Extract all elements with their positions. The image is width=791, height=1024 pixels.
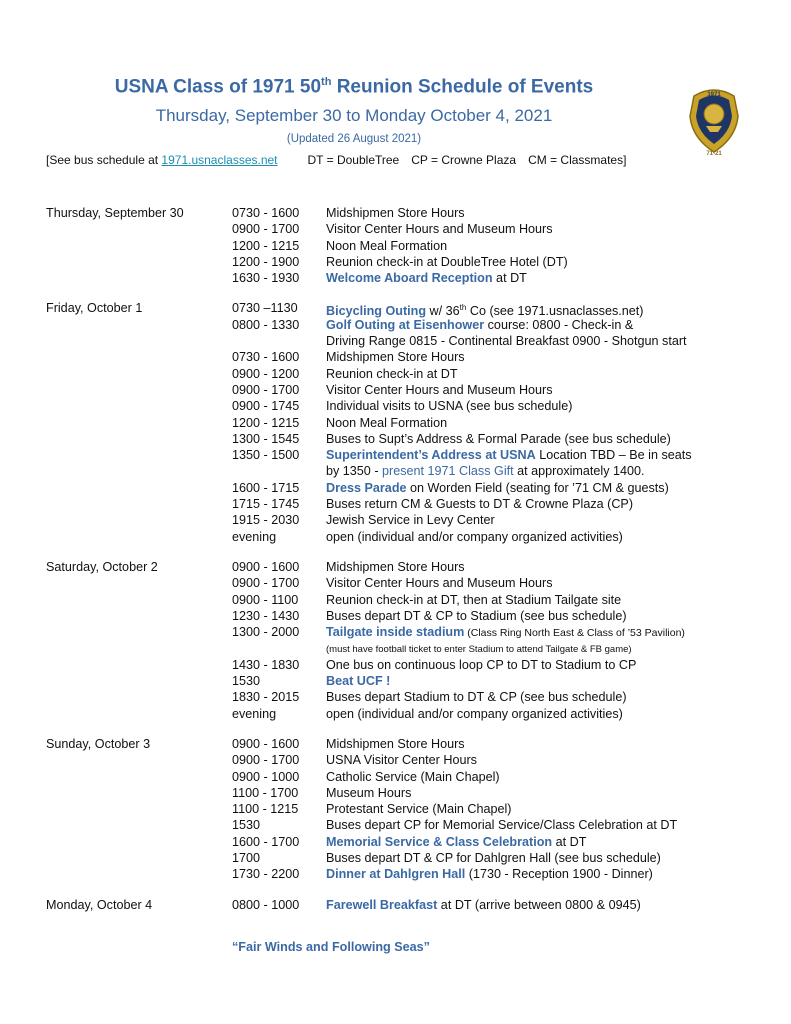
- event-text: Protestant Service (Main Chapel): [326, 802, 512, 817]
- event-description: [326, 270, 527, 286]
- event-description: [326, 512, 495, 528]
- event-description: [326, 866, 653, 882]
- closing-motto: “Fair Winds and Following Seas”: [232, 940, 430, 954]
- event-time: 1915 - 2030: [232, 513, 300, 528]
- event-description: [326, 205, 465, 221]
- event-time: 1200 - 1215: [232, 415, 300, 430]
- event-description: [326, 349, 465, 365]
- event-row: [0, 689, 791, 705]
- event-description: [326, 706, 623, 722]
- event-time: evening: [232, 529, 277, 544]
- event-description: [326, 785, 411, 801]
- event-text: Buses to Supt’s Address & Formal Parade (see bus schedule): [326, 431, 671, 446]
- event-text: open (individual and/or company organized activities): [326, 706, 623, 721]
- event-text: course: 0800 - Check-in &: [484, 317, 634, 332]
- title-main: USNA Class of 1971 50: [114, 76, 322, 98]
- event-time: 0900 - 1700: [232, 382, 300, 397]
- title-rest: Reunion Schedule of Events: [331, 76, 594, 98]
- event-row: [0, 382, 791, 398]
- event-text: present 1971 Class Gift: [382, 464, 514, 479]
- event-time: 1700: [232, 850, 261, 865]
- event-time: 1100 - 1215: [232, 802, 299, 817]
- page-title: [0, 76, 708, 98]
- event-time: 1730 - 2200: [232, 867, 300, 882]
- event-description: [326, 592, 621, 608]
- event-row: [0, 398, 791, 414]
- event-text: Reunion check-in at DoubleTree Hotel (DT): [326, 254, 568, 269]
- event-time: 0900 - 1700: [232, 576, 300, 591]
- event-row: [0, 333, 791, 349]
- event-time: 1430 - 1830: [232, 657, 300, 672]
- event-row: [0, 769, 791, 785]
- event-row: [0, 221, 791, 237]
- event-time: 0900 - 1700: [232, 222, 300, 237]
- event-text: Visitor Center Hours and Museum Hours: [326, 222, 553, 237]
- page-subtitle: Thursday, September 30 to Monday October 4, 2021: [155, 106, 553, 125]
- event-time: 1350 - 1500: [232, 448, 300, 463]
- event-time: 1230 - 1430: [232, 608, 300, 623]
- event-highlight: Dinner at Dahlgren Hall: [326, 867, 466, 882]
- event-description: [326, 801, 512, 817]
- event-row: [0, 317, 791, 333]
- event-time: 0730 –1130: [232, 301, 298, 316]
- event-description: [326, 238, 447, 254]
- event-row: [0, 673, 791, 689]
- event-description: [326, 415, 447, 431]
- event-text: (1730 - Reception 1900 - Dinner): [465, 867, 653, 882]
- day-spacer: [0, 545, 791, 559]
- event-row: [0, 431, 791, 447]
- event-description: [326, 431, 671, 447]
- legend-dt: DT = DoubleTree: [307, 153, 400, 167]
- event-row: [0, 850, 791, 866]
- event-text: Driving Range 0815 - Continental Breakfast 0900 - Shotgun start: [326, 334, 687, 349]
- event-row: [0, 785, 791, 801]
- event-text: at DT (arrive between 0800 & 0945): [437, 897, 641, 912]
- event-text: Buses depart Stadium to DT & CP (see bus schedule): [326, 690, 627, 705]
- event-text: on Worden Field (seating for ’71 CM & guests): [406, 480, 669, 495]
- event-description: [326, 463, 645, 479]
- event-time: 1530: [232, 674, 261, 689]
- event-row: [0, 270, 791, 286]
- event-text: Midshipmen Store Hours: [326, 736, 465, 751]
- event-highlight: Dress Parade: [326, 480, 407, 495]
- bus-schedule-link[interactable]: 1971.usnaclasses.net: [161, 153, 278, 167]
- event-time: 0900 - 1600: [232, 736, 300, 751]
- event-description: [326, 221, 553, 237]
- event-description: [326, 480, 669, 496]
- event-description: [326, 850, 661, 866]
- event-highlight: Golf Outing at Eisenhower: [326, 317, 485, 332]
- event-description: [326, 752, 477, 768]
- event-row: [0, 736, 791, 752]
- event-row: [0, 447, 791, 463]
- event-row: [0, 238, 791, 254]
- event-row: [0, 575, 791, 591]
- event-time: 1300 - 1545: [232, 431, 300, 446]
- bus-schedule-note: [46, 153, 626, 167]
- event-highlight: Bicycling Outing: [326, 304, 427, 319]
- event-description: [326, 624, 685, 641]
- legend-cp: CP = Crowne Plaza: [411, 153, 517, 167]
- event-text: open (individual and/or company organized activities): [326, 529, 623, 544]
- event-row: [0, 817, 791, 833]
- event-row: [0, 415, 791, 431]
- event-highlight: Welcome Aboard Reception: [326, 271, 493, 286]
- event-text: (must have football ticket to enter Stadium to attend Tailgate & FB game): [326, 644, 632, 656]
- event-text: Buses depart CP for Memorial Service/Class Celebration at DT: [326, 818, 678, 833]
- event-row: [0, 834, 791, 850]
- event-row: [0, 897, 791, 913]
- event-time: 1100 - 1700: [232, 785, 299, 800]
- event-text: at approximately 1400.: [513, 464, 645, 479]
- event-time: 1200 - 1215: [232, 238, 300, 253]
- event-row: [0, 559, 791, 575]
- event-row: [0, 592, 791, 608]
- event-text: Reunion check-in at DT, then at Stadium Tailgate site: [326, 592, 622, 607]
- event-time: 0900 - 1000: [232, 769, 300, 784]
- event-highlight: Beat UCF !: [326, 674, 391, 689]
- event-text: Noon Meal Formation: [326, 415, 448, 430]
- event-row: [0, 300, 791, 319]
- event-text: Midshipmen Store Hours: [326, 350, 465, 365]
- day-name: Monday, October 4: [46, 897, 153, 912]
- event-description: [326, 689, 627, 705]
- day-spacer: [0, 286, 791, 300]
- event-row: [0, 496, 791, 512]
- event-row: [0, 463, 791, 479]
- event-time: 0900 - 1200: [232, 366, 300, 381]
- event-text: th: [459, 303, 467, 313]
- crest-bottom-text: 71-21: [706, 151, 722, 156]
- event-text: Noon Meal Formation: [326, 238, 448, 253]
- event-text: Buses return CM & Guests to DT & Crowne Plaza (CP): [326, 497, 634, 512]
- event-description: [326, 254, 568, 270]
- day-name: Sunday, October 3: [46, 736, 151, 751]
- day-spacer: [0, 722, 791, 736]
- event-text: at DT: [492, 271, 527, 286]
- day-section: [0, 736, 791, 883]
- day-section: [0, 205, 791, 286]
- event-text: by 1350 -: [326, 464, 383, 479]
- day-spacer: [0, 883, 791, 897]
- event-description: [326, 834, 586, 850]
- event-row: [0, 512, 791, 528]
- event-time: 0900 - 1745: [232, 399, 300, 414]
- event-text: Visitor Center Hours and Museum Hours: [326, 382, 553, 397]
- event-description: [326, 317, 633, 333]
- event-row: [0, 640, 791, 656]
- event-text: Catholic Service (Main Chapel): [326, 769, 500, 784]
- event-time: 1600 - 1715: [232, 480, 300, 495]
- event-description: [326, 333, 687, 349]
- event-description: [326, 366, 458, 382]
- event-time: 0800 - 1000: [232, 897, 300, 912]
- event-description: [326, 382, 553, 398]
- event-description: [326, 398, 572, 414]
- day-section: [0, 897, 791, 913]
- event-row: [0, 529, 791, 545]
- event-text: Buses depart DT & CP to Stadium (see bus schedule): [326, 608, 627, 623]
- event-row: [0, 866, 791, 882]
- event-time: 0900 - 1700: [232, 753, 300, 768]
- event-time: 1530: [232, 818, 261, 833]
- event-highlight: Farewell Breakfast: [326, 897, 438, 912]
- event-row: [0, 624, 791, 640]
- event-time: evening: [232, 706, 277, 721]
- event-row: [0, 608, 791, 624]
- event-row: [0, 801, 791, 817]
- event-text: Midshipmen Store Hours: [326, 559, 465, 574]
- event-row: [0, 254, 791, 270]
- legend-cm: CM = Classmates]: [528, 153, 627, 167]
- event-text: USNA Visitor Center Hours: [326, 753, 477, 768]
- event-description: [326, 657, 636, 673]
- event-text: One bus on continuous loop CP to DT to Stadium to CP: [326, 657, 637, 672]
- day-section: [0, 300, 791, 544]
- event-description: [326, 447, 692, 463]
- event-text: Location TBD – Be in seats: [535, 448, 692, 463]
- day-name: Saturday, October 2: [46, 559, 158, 574]
- event-text: w/ 36: [426, 304, 460, 319]
- event-description: [326, 559, 465, 575]
- event-time: 0800 - 1330: [232, 317, 300, 332]
- event-description: [326, 575, 553, 591]
- event-highlight: Superintendent’s Address at USNA: [326, 448, 536, 463]
- event-text: Buses depart DT & CP for Dahlgren Hall (see bus schedule): [326, 850, 661, 865]
- event-time: 0900 - 1600: [232, 559, 300, 574]
- event-time: 1630 - 1930: [232, 271, 300, 286]
- bus-note-text: [See bus schedule at: [46, 153, 162, 167]
- event-row: [0, 480, 791, 496]
- event-text: Visitor Center Hours and Museum Hours: [326, 576, 553, 591]
- class-crest-logo: [688, 86, 740, 156]
- event-description: [326, 673, 390, 689]
- event-time: 0730 - 1600: [232, 350, 300, 365]
- day-name: Thursday, September 30: [46, 206, 184, 220]
- event-text: Individual visits to USNA (see bus schedule): [326, 399, 573, 414]
- crest-top-text: 1971: [707, 92, 721, 98]
- day-name: Friday, October 1: [46, 301, 143, 316]
- updated-note: (Updated 26 August 2021): [286, 133, 422, 145]
- event-description: [326, 897, 641, 913]
- event-row: [0, 349, 791, 365]
- event-description: [326, 529, 623, 545]
- title-superscript: th: [321, 76, 332, 88]
- event-text: Midshipmen Store Hours: [326, 206, 465, 220]
- event-time: 0900 - 1100: [232, 592, 299, 607]
- event-description: [326, 608, 627, 624]
- event-highlight: Tailgate inside stadium: [326, 625, 465, 640]
- event-description: [326, 736, 465, 752]
- event-text: (Class Ring North East & Class of ’53 Pavilion): [464, 627, 685, 640]
- event-text: Jewish Service in Levy Center: [326, 513, 495, 528]
- event-description: [326, 496, 633, 512]
- event-time: 1600 - 1700: [232, 834, 300, 849]
- event-row: [0, 366, 791, 382]
- event-row: [0, 706, 791, 722]
- event-row: [0, 657, 791, 673]
- schedule-list: [0, 205, 791, 913]
- event-text: Co (see 1971.usnaclasses.net): [466, 304, 644, 319]
- event-highlight: Memorial Service & Class Celebration: [326, 834, 553, 849]
- event-time: 1830 - 2015: [232, 690, 300, 705]
- event-text: Reunion check-in at DT: [326, 366, 458, 381]
- event-time: 0730 - 1600: [232, 206, 300, 220]
- event-description: [326, 817, 677, 833]
- event-row: [0, 752, 791, 768]
- event-text: Museum Hours: [326, 785, 412, 800]
- event-description: [326, 769, 500, 785]
- day-section: [0, 559, 791, 722]
- event-text: at DT: [552, 834, 587, 849]
- event-time: 1715 - 1745: [232, 497, 300, 512]
- event-time: 1200 - 1900: [232, 254, 300, 269]
- event-time: 1300 - 2000: [232, 625, 300, 640]
- event-row: [0, 205, 791, 221]
